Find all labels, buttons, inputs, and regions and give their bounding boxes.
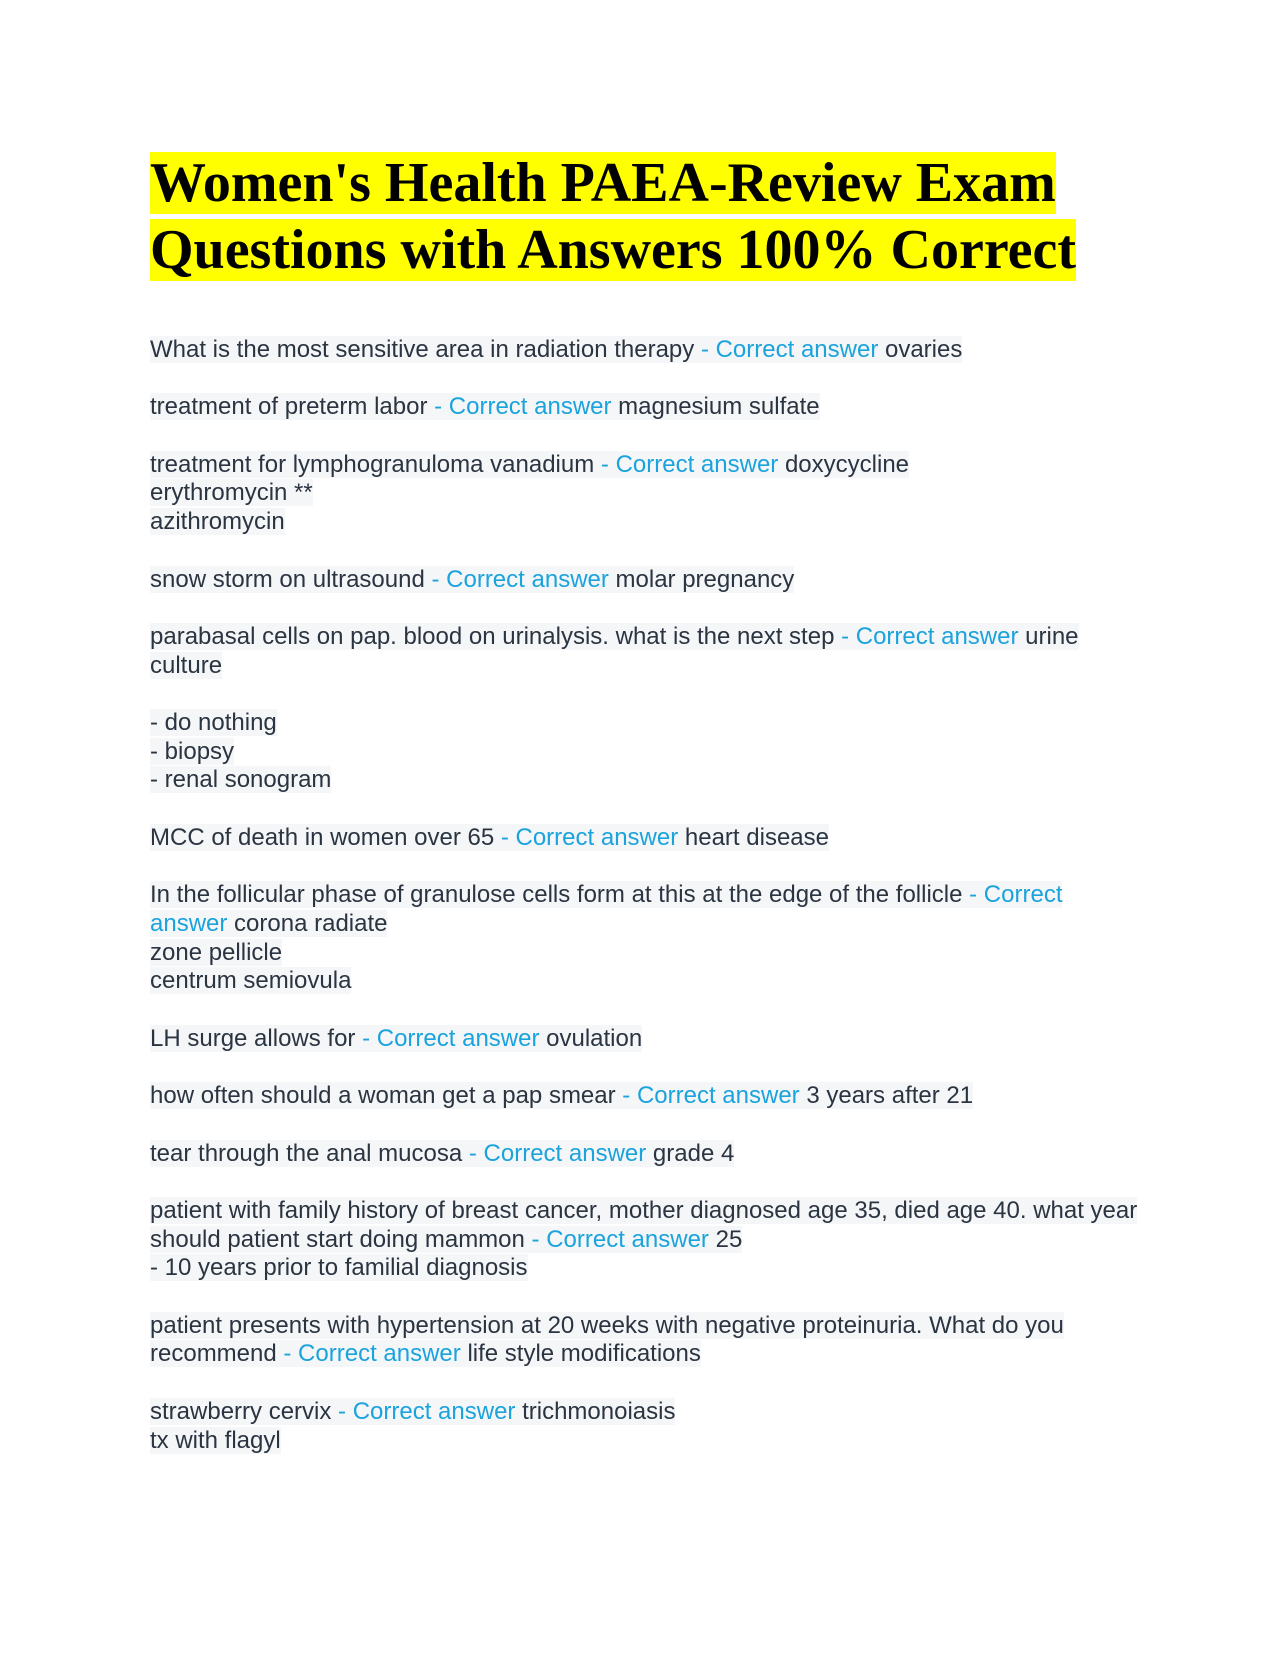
correct-answer-label: - Correct answer xyxy=(531,1225,709,1253)
question-text: treatment of preterm labor xyxy=(150,393,428,421)
answer-text: heart disease xyxy=(684,823,829,851)
answer-extra-line xyxy=(150,939,1140,968)
qa-item xyxy=(150,393,1140,422)
qa-text xyxy=(150,336,962,363)
extra-text: - renal sonogram xyxy=(150,766,332,794)
question-text: patient presents with hypertension at 20 weeks with negative proteinuria. What do you recommend xyxy=(150,1311,1064,1368)
qa-question-line xyxy=(150,1140,1140,1169)
answer-extra-line xyxy=(150,1427,1140,1456)
answer-text: ovulation xyxy=(546,1024,643,1052)
question-text: What is the most sensitive area in radiation therapy xyxy=(150,336,695,363)
qa-text xyxy=(150,1140,734,1167)
extra-text: erythromycin ** xyxy=(150,479,313,507)
qa-text xyxy=(150,881,1062,937)
question-text: LH surge allows for xyxy=(150,1024,356,1052)
question-text: In the follicular phase of granulose cells form at this at the edge of the follicle xyxy=(150,881,963,909)
question-text: how often should a woman get a pap smear xyxy=(150,1082,616,1110)
qa-question-line xyxy=(150,336,1140,365)
extra-text: centrum semiovula xyxy=(150,967,352,995)
correct-answer-label: - Correct answer xyxy=(700,336,879,363)
qa-list xyxy=(150,336,1140,1455)
answer-extra-line xyxy=(150,479,1140,508)
qa-text xyxy=(150,451,909,478)
correct-answer-label: - Correct answer xyxy=(622,1082,800,1110)
correct-answer-label: - Correct answer xyxy=(434,393,612,421)
document-page xyxy=(150,150,1140,1484)
document-title xyxy=(150,150,1140,284)
qa-text xyxy=(150,566,794,593)
qa-question-line xyxy=(150,393,1140,422)
correct-answer-label: - Correct answer xyxy=(600,450,779,478)
answer-extra-line xyxy=(150,508,1140,537)
qa-item xyxy=(150,1312,1140,1369)
qa-item xyxy=(150,1398,1140,1455)
correct-answer-label: - Correct answer xyxy=(338,1397,516,1425)
qa-question-line xyxy=(150,1312,1140,1369)
answer-text: urine culture xyxy=(150,622,1079,679)
qa-question-line xyxy=(150,824,1140,853)
question-text: patient with family history of breast cancer, mother diagnosed age 35, died age 40. what year should patient start doing mammon xyxy=(150,1196,1138,1253)
qa-item xyxy=(150,451,1140,537)
qa-question-line xyxy=(150,881,1140,938)
qa-text xyxy=(150,1197,1137,1253)
answer-text: 3 years after 21 xyxy=(806,1082,974,1110)
qa-text xyxy=(150,824,829,851)
qa-item xyxy=(150,824,1140,853)
answer-text: molar pregnancy xyxy=(615,565,795,593)
answer-extra-line xyxy=(150,738,1140,767)
qa-question-line xyxy=(150,451,1140,480)
extra-text: tx with flagyl xyxy=(150,1426,281,1454)
answer-text: corona radiate xyxy=(234,909,388,937)
answer-extra-line xyxy=(150,1254,1140,1283)
correct-answer-label: - Correct answer xyxy=(150,881,1063,937)
correct-answer-label: - Correct answer xyxy=(283,1340,461,1368)
answer-text: grade 4 xyxy=(652,1139,735,1167)
qa-question-line xyxy=(150,1197,1140,1254)
qa-question-line xyxy=(150,623,1140,680)
extra-text: - 10 years prior to familial diagnosis xyxy=(150,1254,528,1282)
qa-text xyxy=(150,1082,973,1109)
qa-item xyxy=(150,623,1140,795)
qa-item xyxy=(150,336,1140,365)
qa-item xyxy=(150,881,1140,996)
question-text: tear through the anal mucosa xyxy=(150,1139,463,1167)
answer-text: 25 xyxy=(715,1225,743,1253)
qa-question-line xyxy=(150,1082,1140,1111)
qa-question-line xyxy=(150,1398,1140,1427)
qa-item xyxy=(150,566,1140,595)
extra-text: zone pellicle xyxy=(150,938,283,966)
answer-extra-line xyxy=(150,967,1140,996)
answer-text: life style modifications xyxy=(467,1340,701,1368)
qa-text xyxy=(150,623,1079,679)
answer-text: trichmonoiasis xyxy=(522,1397,676,1425)
question-text: snow storm on ultrasound xyxy=(150,565,425,593)
qa-text xyxy=(150,1025,642,1052)
correct-answer-label: - Correct answer xyxy=(362,1024,540,1052)
answer-extra-line xyxy=(150,766,1140,795)
question-text: treatment for lymphogranuloma vanadium xyxy=(150,450,595,478)
answer-text: ovaries xyxy=(884,336,963,363)
correct-answer-label: - Correct answer xyxy=(841,622,1019,650)
title-line-2: Questions with Answers 100% Correct xyxy=(150,219,1077,281)
qa-text xyxy=(150,1312,1064,1368)
qa-item xyxy=(150,1082,1140,1111)
question-text: MCC of death in women over 65 xyxy=(150,823,495,851)
blank-line xyxy=(150,680,1140,709)
qa-item xyxy=(150,1025,1140,1054)
answer-extra-line xyxy=(150,709,1140,738)
qa-item xyxy=(150,1140,1140,1169)
correct-answer-label: - Correct answer xyxy=(468,1139,647,1167)
question-text: parabasal cells on pap. blood on urinalysis. what is the next step xyxy=(150,622,835,650)
qa-question-line xyxy=(150,1025,1140,1054)
qa-text xyxy=(150,393,820,420)
extra-text: - do nothing xyxy=(150,709,277,737)
correct-answer-label: - Correct answer xyxy=(431,565,609,593)
correct-answer-label: - Correct answer xyxy=(500,823,679,851)
extra-text: - biopsy xyxy=(150,737,235,765)
title-line-1: Women's Health PAEA-Review Exam xyxy=(150,152,1056,214)
question-text: strawberry cervix xyxy=(150,1397,332,1425)
qa-question-line xyxy=(150,566,1140,595)
qa-item xyxy=(150,1197,1140,1283)
qa-text xyxy=(150,1398,675,1425)
extra-text: azithromycin xyxy=(150,508,285,536)
answer-text: magnesium sulfate xyxy=(618,393,820,421)
answer-text: doxycycline xyxy=(784,450,910,478)
